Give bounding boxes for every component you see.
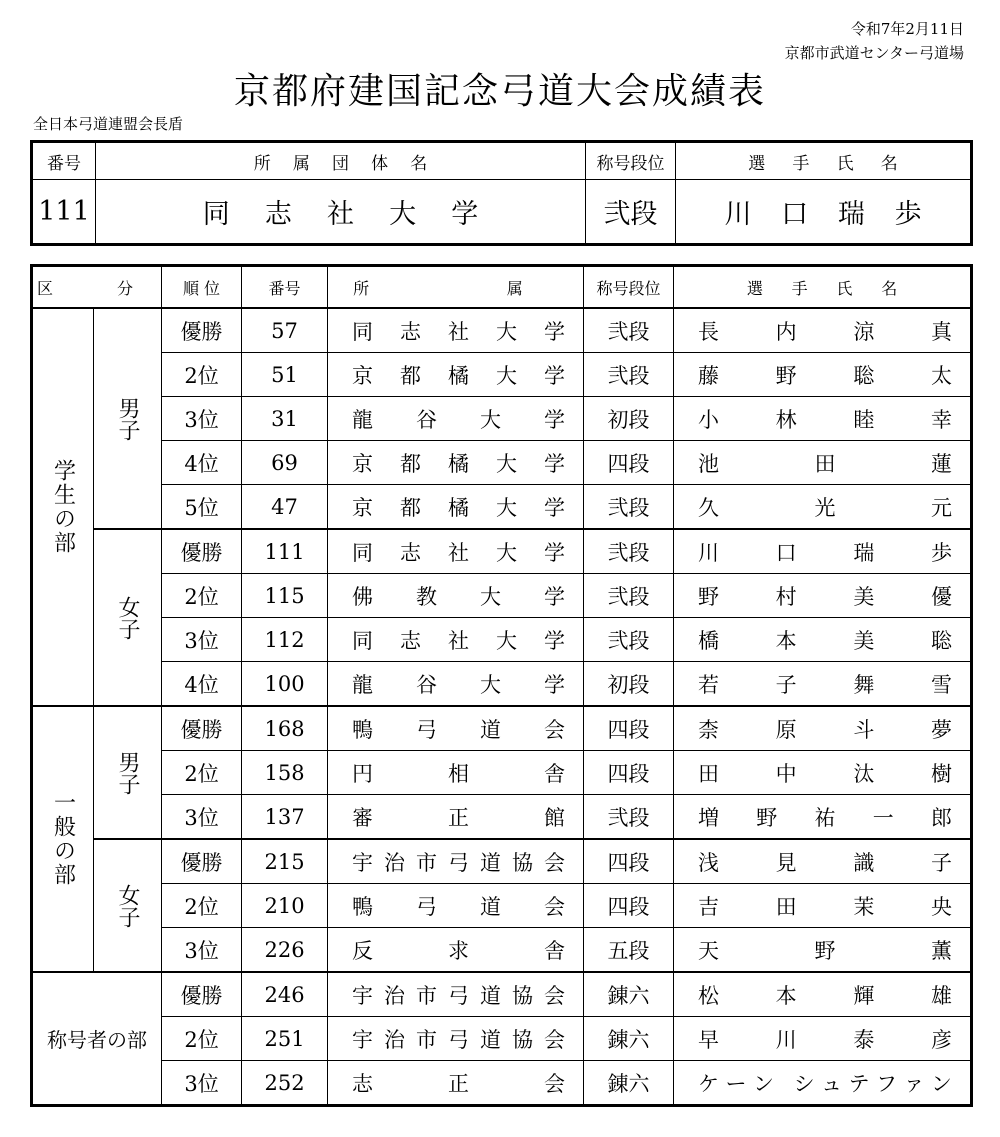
section-label: 学生の部 [32, 308, 94, 706]
name-text: 藤 野 聡 太 [698, 363, 952, 388]
table-row [32, 972, 972, 1017]
name-text: 増 野 祐 一 郎 [698, 805, 953, 830]
header-affiliation: 所 属 [328, 266, 584, 309]
number-cell: 47 [242, 485, 328, 530]
place-cell: 優勝 [162, 529, 242, 574]
trophy-label: 全日本弓道連盟会長盾 [33, 115, 184, 133]
number-cell: 215 [242, 839, 328, 884]
name-cell [674, 397, 972, 441]
award-header-rank: 称号段位 [586, 142, 676, 180]
affiliation-cell [328, 1017, 584, 1061]
name-cell [674, 706, 972, 751]
affiliation-text: 佛 教 大 学 [352, 584, 566, 609]
affiliation-text: 京 都 橘 大 学 [352, 495, 566, 520]
rank-cell: 弐段 [584, 618, 674, 662]
place-cell: 2位 [162, 574, 242, 618]
number-cell: 168 [242, 706, 328, 751]
name-cell [674, 972, 972, 1017]
affiliation-cell [328, 972, 584, 1017]
affiliation-cell [328, 485, 584, 530]
results-table [30, 264, 973, 1107]
table-row [32, 662, 972, 707]
place-cell: 3位 [162, 618, 242, 662]
affiliation-cell [328, 751, 584, 795]
rank-cell: 弐段 [584, 574, 674, 618]
header-number: 番号 [242, 266, 328, 309]
award-rank: 弐段 [586, 180, 676, 245]
name-text: 久 光 元 [698, 495, 953, 520]
number-cell: 226 [242, 928, 328, 973]
affiliation-cell [328, 574, 584, 618]
name-cell [674, 353, 972, 397]
award-header-number: 番号 [32, 142, 96, 180]
award-header-affiliation: 所属団体名 [96, 142, 586, 180]
affiliation-cell [328, 529, 584, 574]
name-text: 天 野 薫 [698, 938, 953, 963]
name-text: 若 子 舞 雪 [698, 672, 952, 697]
name-cell [674, 529, 972, 574]
affiliation-cell [328, 353, 584, 397]
name-text: 橋 本 美 聡 [698, 628, 952, 653]
place-cell: 2位 [162, 353, 242, 397]
results-header-row [32, 266, 972, 309]
header-rank: 称号段位 [584, 266, 674, 309]
place-cell: 4位 [162, 662, 242, 707]
name-text: 小 林 睦 幸 [698, 407, 952, 432]
number-cell: 100 [242, 662, 328, 707]
rank-cell: 錬六 [584, 1061, 674, 1106]
header-place: 順 位 [162, 266, 242, 309]
rank-cell: 錬六 [584, 972, 674, 1017]
date-text: 令和7年2月11日 [850, 20, 964, 38]
award-header-name: 選手氏名 [676, 142, 972, 180]
table-row [32, 485, 972, 530]
name-text: 浅 見 識 子 [698, 850, 952, 875]
name-cell [674, 574, 972, 618]
rank-cell: 錬六 [584, 1017, 674, 1061]
name-text: 早 川 泰 彦 [698, 1027, 952, 1052]
rank-cell: 弐段 [584, 353, 674, 397]
affiliation-text: 志 正 会 [352, 1071, 566, 1096]
page-title: 京都府建国記念弓道大会成績表 [233, 71, 766, 112]
affiliation-text: 宇 治 市 弓 道 協 会 [352, 850, 566, 875]
name-cell [674, 1061, 972, 1106]
gender-label: 男子 [94, 706, 162, 839]
table-row [32, 751, 972, 795]
section-label: 一般の部 [32, 706, 94, 972]
affiliation-text: 龍 谷 大 学 [352, 672, 566, 697]
number-cell: 115 [242, 574, 328, 618]
table-row [32, 706, 972, 751]
name-text: ケ ー ン シ ュ テ フ ァ ン [698, 1071, 952, 1096]
affiliation-text: 同 志 社 大 学 [352, 540, 566, 565]
gender-label: 女子 [94, 529, 162, 706]
affiliation-text: 鴨 弓 道 会 [352, 717, 566, 742]
rank-cell: 弐段 [584, 308, 674, 353]
name-text: 柰 原 斗 夢 [698, 717, 952, 742]
table-row [32, 884, 972, 928]
table-row [32, 529, 972, 574]
rank-cell: 四段 [584, 441, 674, 485]
affiliation-cell [328, 706, 584, 751]
table-row [32, 397, 972, 441]
affiliation-text: 京 都 橘 大 学 [352, 451, 566, 476]
number-cell: 252 [242, 1061, 328, 1106]
award-name: 川口瑞歩 [676, 180, 972, 245]
affiliation-text: 宇 治 市 弓 道 協 会 [352, 983, 566, 1008]
rank-cell: 四段 [584, 839, 674, 884]
award-number: 111 [32, 180, 96, 245]
number-cell: 251 [242, 1017, 328, 1061]
number-cell: 51 [242, 353, 328, 397]
place-cell: 3位 [162, 397, 242, 441]
award-header-row [32, 142, 972, 180]
name-cell [674, 618, 972, 662]
table-row [32, 928, 972, 973]
place-cell: 4位 [162, 441, 242, 485]
table-row [32, 1061, 972, 1106]
rank-cell: 弐段 [584, 529, 674, 574]
table-row [32, 795, 972, 840]
name-text: 野 村 美 優 [698, 584, 952, 609]
affiliation-text: 龍 谷 大 学 [352, 407, 566, 432]
rank-cell: 四段 [584, 751, 674, 795]
affiliation-cell [328, 618, 584, 662]
place-cell: 2位 [162, 884, 242, 928]
header-division: 区 分 [32, 266, 162, 309]
header-name: 選手氏名 [674, 266, 972, 309]
table-row [32, 1017, 972, 1061]
affiliation-cell [328, 795, 584, 840]
name-cell [674, 751, 972, 795]
place-cell: 5位 [162, 485, 242, 530]
affiliation-text: 審 正 館 [352, 805, 566, 830]
name-text: 池 田 蓮 [698, 451, 953, 476]
name-cell [674, 662, 972, 707]
affiliation-text: 同 志 社 大 学 [352, 319, 566, 344]
name-text: 長 内 涼 真 [698, 319, 952, 344]
section-label: 称号者の部 [32, 972, 162, 1106]
number-cell: 112 [242, 618, 328, 662]
affiliation-cell [328, 928, 584, 973]
place-cell: 2位 [162, 1017, 242, 1061]
name-cell [674, 485, 972, 530]
name-cell [674, 839, 972, 884]
affiliation-cell [328, 1061, 584, 1106]
rank-cell: 弐段 [584, 485, 674, 530]
table-row [32, 618, 972, 662]
award-value-row [32, 180, 972, 245]
number-cell: 69 [242, 441, 328, 485]
number-cell: 111 [242, 529, 328, 574]
rank-cell: 弐段 [584, 795, 674, 840]
affiliation-cell [328, 884, 584, 928]
gender-label: 女子 [94, 839, 162, 972]
rank-cell: 初段 [584, 662, 674, 707]
number-cell: 57 [242, 308, 328, 353]
name-text: 川 口 瑞 歩 [698, 540, 952, 565]
award-table [30, 140, 973, 246]
affiliation-text: 円 相 舎 [352, 761, 566, 786]
place-cell: 3位 [162, 1061, 242, 1106]
place-cell: 3位 [162, 928, 242, 973]
rank-cell: 四段 [584, 884, 674, 928]
affiliation-cell [328, 441, 584, 485]
place-cell: 2位 [162, 751, 242, 795]
number-cell: 158 [242, 751, 328, 795]
name-text: 吉 田 茉 央 [698, 894, 952, 919]
table-row [32, 353, 972, 397]
gender-label: 男子 [94, 308, 162, 529]
name-cell [674, 795, 972, 840]
name-cell [674, 1017, 972, 1061]
rank-cell: 初段 [584, 397, 674, 441]
affiliation-text: 同 志 社 大 学 [352, 628, 566, 653]
table-row [32, 308, 972, 353]
number-cell: 31 [242, 397, 328, 441]
venue-text: 京都市武道センター弓道場 [784, 44, 964, 62]
number-cell: 137 [242, 795, 328, 840]
affiliation-cell [328, 397, 584, 441]
name-cell [674, 884, 972, 928]
award-affiliation: 同志社大学 [96, 180, 586, 245]
name-text: 田 中 汰 樹 [698, 761, 952, 786]
table-row [32, 441, 972, 485]
place-cell: 3位 [162, 795, 242, 840]
rank-cell: 五段 [584, 928, 674, 973]
affiliation-text: 反 求 舎 [352, 938, 566, 963]
place-cell: 優勝 [162, 308, 242, 353]
affiliation-cell [328, 839, 584, 884]
place-cell: 優勝 [162, 972, 242, 1017]
place-cell: 優勝 [162, 706, 242, 751]
name-text: 松 本 輝 雄 [698, 983, 952, 1008]
name-cell [674, 928, 972, 973]
table-row [32, 574, 972, 618]
affiliation-text: 京 都 橘 大 学 [352, 363, 566, 388]
table-row [32, 839, 972, 884]
number-cell: 246 [242, 972, 328, 1017]
affiliation-cell [328, 662, 584, 707]
affiliation-text: 宇 治 市 弓 道 協 会 [352, 1027, 566, 1052]
rank-cell: 四段 [584, 706, 674, 751]
name-cell [674, 441, 972, 485]
name-cell [674, 308, 972, 353]
affiliation-text: 鴨 弓 道 会 [352, 894, 566, 919]
place-cell: 優勝 [162, 839, 242, 884]
affiliation-cell [328, 308, 584, 353]
number-cell: 210 [242, 884, 328, 928]
